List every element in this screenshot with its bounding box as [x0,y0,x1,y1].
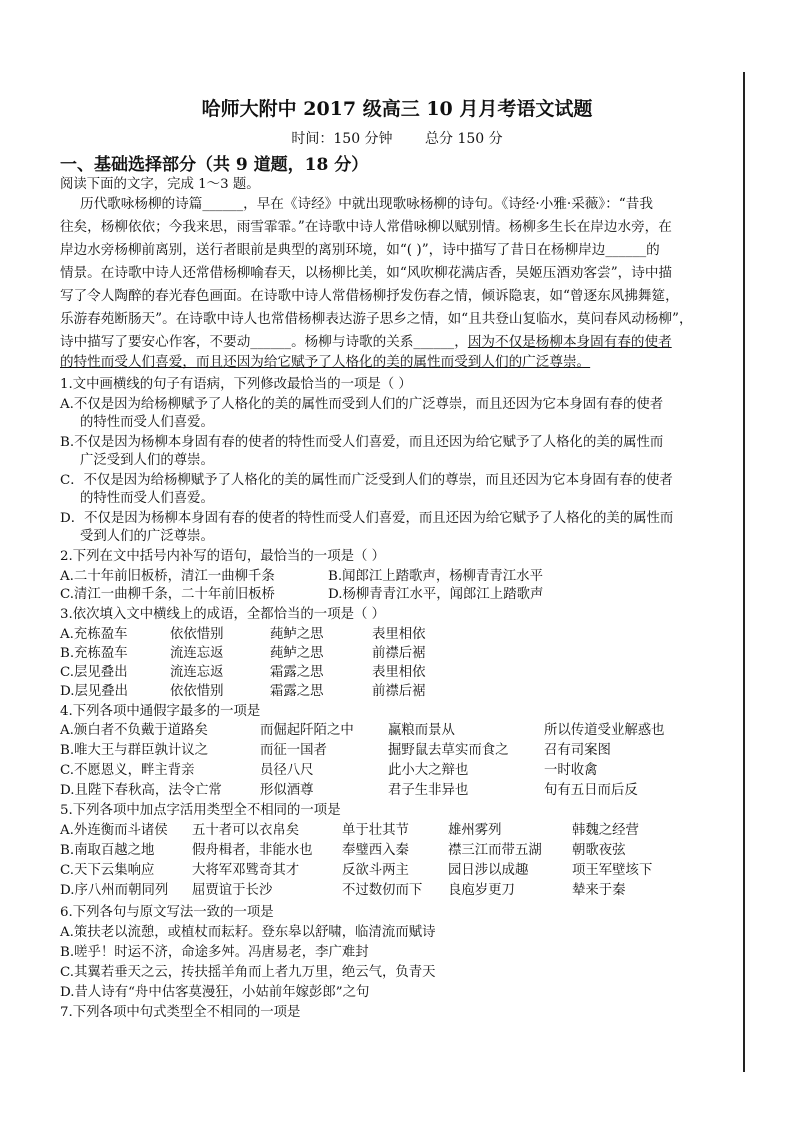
q6-option-c: C.其翼若垂天之云，抟扶摇羊角而上者九万里，绝云气，负青天 [60,965,436,980]
q4-option-item: 旬有五日而后反 [544,783,638,798]
exam-info [0,128,794,148]
q5-option-item: 不过数仞而下 [342,883,423,898]
q4-option-item: 员径八尺 [260,763,314,778]
q4-option-item: 而倔起阡陌之中 [260,723,354,738]
question-4-stem: 4.下列各项中通假字最多的一项是 [60,704,261,719]
time-limit: 时间：150 分钟 [291,131,393,147]
q3-option-word: 依依惜别 [170,684,224,699]
q1-option-c: C．不仅是因为给杨柳赋予了人格化的美的属性而广泛受到人们的尊崇，而且还因为它本身固有春的使者 [60,473,673,488]
section-heading: 一、基础选择部分（共 9 道题，18 分） [60,155,369,175]
q1-option-a: A.不仅是因为给杨柳赋予了人格化的美的属性而受到人们的广泛尊崇，而且还因为它本身固有春的使者 [60,397,664,412]
question-7-stem: 7.下列各项中句式类型全不相同的一项是 [60,1005,301,1020]
exam-title: 哈师大附中 2017 级高三 10 月月考语文试题 [201,98,593,120]
q3-option-word: 流连忘返 [170,665,224,680]
q3-option-word: 前襟后裾 [372,646,426,661]
q2-option-a: A.二十年前旧板桥，清江一曲柳千条 [60,569,275,584]
q4-option-item: 一时收禽 [544,763,598,778]
passage-line: 写了令人陶醉的春光春色画面。在诗歌中诗人常借杨柳抒发伤春之情，倾诉隐衷，如“曾逐东风拂舞筵， [60,288,679,304]
q2-option-d: D.杨柳青青江水平，闻郎江上踏歌声 [328,587,544,602]
q4-option-item: B.唯大王与群臣孰计议之 [60,743,209,758]
q5-option-item: C.天下云集响应 [60,863,155,878]
q6-option-d: D.昔人诗有“舟中估客莫漫狂，小姑前年嫁彭郎”之句 [60,985,370,1000]
question-2-stem: 2.下列在文中括号内补写的语句，最恰当的一项是（ ） [60,549,386,564]
q3-option-word: 霜露之思 [270,684,324,699]
q4-option-item: 而征一国者 [260,743,327,758]
q3-option-word: 莼鲈之思 [270,627,324,642]
q3-option-label: C.层见叠出 [60,665,128,680]
q1-option-d-cont: 受到人们的广泛尊崇。 [80,529,214,544]
q6-option-b: B.嗟乎！时运不济，命途多舛。冯唐易老，李广难封 [60,945,369,960]
passage-line: 乐游春苑断肠天”。在诗歌中诗人也常借杨柳表达游子思乡之情，如“且共登山复临水，莫问春风动杨柳”， [60,311,693,327]
q3-option-word: 表里相依 [372,627,426,642]
q3-option-word: 前襟后裾 [372,684,426,699]
q3-option-word: 霜露之思 [270,665,324,680]
passage-line: 情景。在诗歌中诗人还常借杨柳喻春天，以杨柳比美，如“风吹柳花满店香，吴姬压酒劝客尝”，诗中描 [60,265,673,281]
q5-option-item: 雄州雾列 [448,823,502,838]
q2-option-c: C.清江一曲柳千条，二十年前旧板桥 [60,587,275,602]
q4-option-item: 掘野鼠去草实而食之 [388,743,509,758]
q5-option-item: 辇来于秦 [572,883,626,898]
q5-option-item: D.序八州而朝同列 [60,883,169,898]
q3-option-label: D.层见叠出 [60,684,129,699]
q4-option-item: 所以传道受业解惑也 [544,723,665,738]
q1-option-c-cont: 的特性而受人们喜爱。 [80,491,214,506]
q5-option-item: 项王军壁垓下 [572,863,653,878]
question-3-stem: 3.依次填入文中横线上的成语，全都恰当的一项是（ ） [60,607,386,622]
q5-option-item: 韩魏之经营 [572,823,639,838]
passage-line: 往矣，杨柳依依；今我来思，雨雪霏霏。”在诗歌中诗人常借咏柳以赋别情。杨柳多生长在岸边水旁，在 [60,219,672,235]
reading-intro: 阅读下面的文字，完成 1～3 题。 [60,177,260,192]
q4-option-item: C.不愿恩义，畔主背亲 [60,763,195,778]
q2-option-b: B.闻郎江上踏歌声，杨柳青青江水平 [328,569,543,584]
q4-option-item: 召有司案图 [544,743,611,758]
question-5-stem: 5.下列各项中加点字活用类型全不相同的一项是 [60,803,341,818]
q5-option-item: 反欲斗两主 [342,863,409,878]
q4-option-item: D.且陛下春秋高，法令亡常 [60,783,222,798]
q3-option-word: 表里相依 [372,665,426,680]
q5-option-item: 大将军邓骘奇其才 [192,863,300,878]
q3-option-word: 莼鲈之思 [270,646,324,661]
underlined-sentence: 因为不仅是杨柳本身固有春的使者 [467,334,672,350]
q5-option-item: 朝歌夜弦 [572,843,626,858]
underlined-sentence: 的特性而受人们喜爱，而且还因为给它赋予了人格化的美的属性而受到人们的广泛尊崇。 [60,354,591,370]
q5-option-item: 襟三江而带五湖 [448,843,542,858]
q1-option-b-cont: 广泛受到人们的尊崇。 [80,453,214,468]
q5-option-item: A.外连衡而斗诸侯 [60,823,168,838]
q5-option-item: 屈贾谊于长沙 [192,883,273,898]
q5-option-item: 假舟楫者，非能水也 [192,843,313,858]
question-6-stem: 6.下列各句与原文写法一致的一项是 [60,905,274,920]
q1-option-a-cont: 的特性而受人们喜爱。 [80,415,214,430]
q6-option-a: A.策扶老以流憩，或植杖而耘耔。登东皋以舒啸，临清流而赋诗 [60,925,436,940]
margin-rule [743,72,745,1072]
total-score: 总分 150 分 [425,131,503,147]
q4-option-item: 形似酒尊 [260,783,314,798]
passage-line: 岸边水旁杨柳前离别，送行者眼前是典型的离别环境，如“( )”，诗中描写了昔日在杨柳岸边______的 [60,242,660,258]
q3-option-word: 依依惜别 [170,627,224,642]
q3-option-label: B.充栋盈车 [60,646,128,661]
question-1-stem: 1.文中画横线的句子有语病，下列修改最恰当的一项是（ ） [60,377,412,392]
q3-option-word: 流连忘返 [170,646,224,661]
q5-option-item: B.南取百越之地 [60,843,155,858]
q5-option-item: 园日涉以成趣 [448,863,529,878]
q4-option-item: A.颁白者不负戴于道路矣 [60,723,208,738]
q5-option-item: 奉璧西入秦 [342,843,409,858]
q1-option-d: D．不仅是因为杨柳本身固有春的使者的特性而受人们喜爱，而且还因为给它赋予了人格化的美的属性而 [60,511,674,526]
passage-line [60,334,672,351]
q1-option-b: B.不仅是因为杨柳本身固有春的使者的特性而受人们喜爱，而且还因为给它赋予了人格化的美的属性而 [60,435,664,450]
passage-line: 历代歌咏杨柳的诗篇______，早在《诗经》中就出现歌咏杨柳的诗句。《诗经·小雅·采薇》：“昔我 [80,196,653,212]
q4-option-item: 此小大之辩也 [388,763,469,778]
q4-option-item: 君子生非异也 [388,783,469,798]
passage-text: 诗中描写了要安心作客，不要动______。杨柳与诗歌的关系______， [60,334,468,350]
q3-option-label: A.充栋盈车 [60,627,128,642]
q5-option-item: 单于壮其节 [342,823,409,838]
q4-option-item: 赢粮而景从 [388,723,455,738]
q5-option-item: 五十者可以衣帛矣 [192,823,300,838]
q5-option-item: 良庖岁更刀 [448,883,515,898]
